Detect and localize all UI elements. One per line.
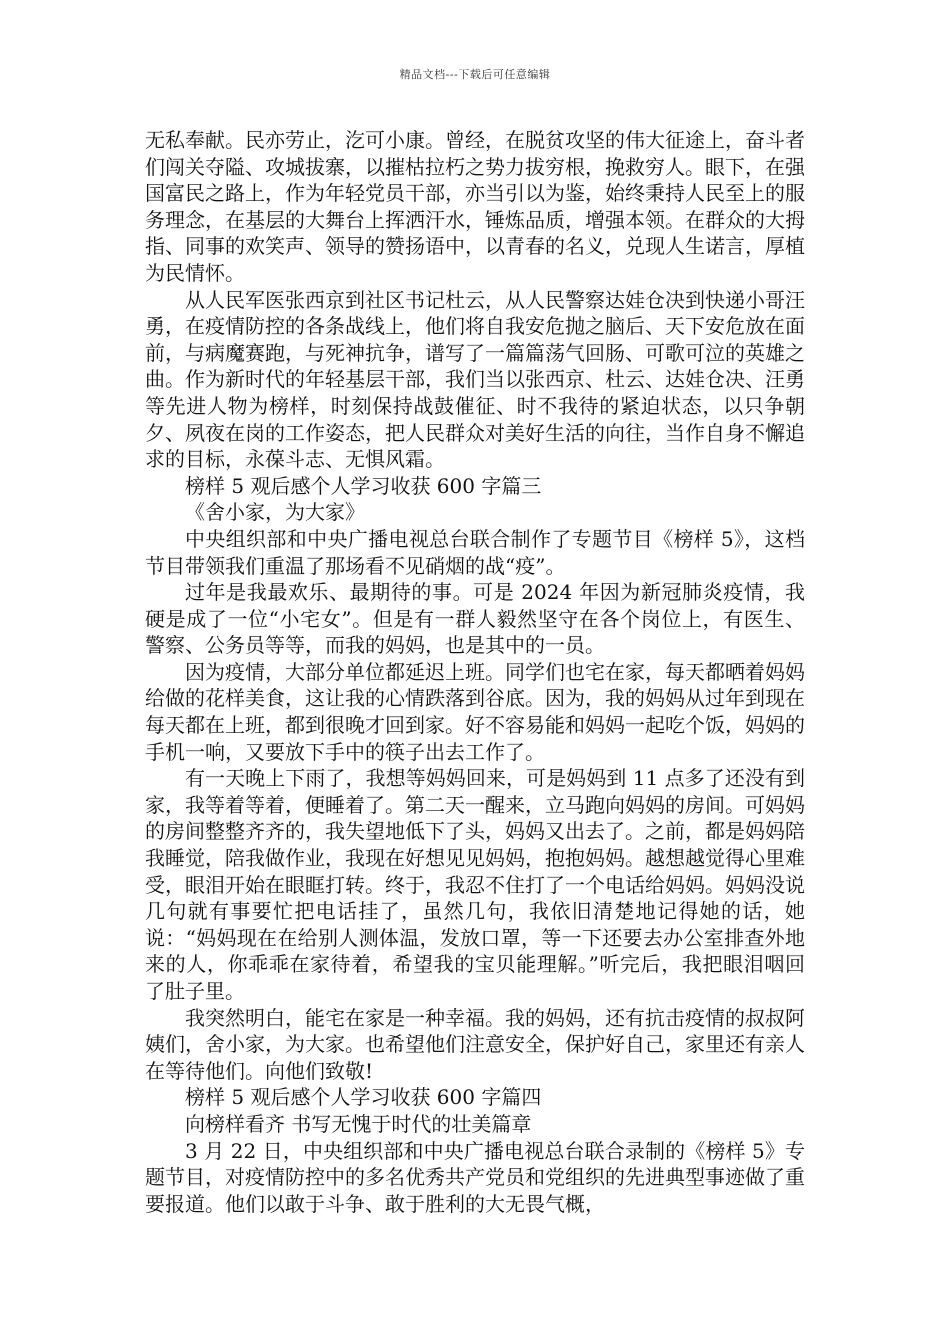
paragraph-2: 从人民军医张西京到社区书记杜云，从人民警察达娃仓决到快递小哥汪勇，在疫情防控的各条战线上，他们将自我安危抛之脑后、天下安危放在面前，与病魔赛跑，与死神抗争，谱写了一篇篇荡气回肠、可歌可泣的英雄之曲。作为新时代的年轻基层干部，我们当以张西京、杜云、达娃仓决、汪勇等先进人物为榜样，时刻保持战鼓催征、时不我待的紧迫状态，以只争朝夕、夙夜在岗的工作姿态，把人民群众对美好生活的向往，当作自身不懈追求的目标，永葆斗志、无惧风霜。 [145, 287, 805, 472]
section-heading-4: 榜样 5 观后感个人学习收获 600 字篇四 [185, 1085, 542, 1110]
paragraph-7: 我突然明白，能宅在家是一种幸福。我的妈妈，还有抗击疫情的叔叔阿姨们，舍小家，为大家。也希望他们注意安全，保护好自己，家里还有亲人在等待他们。向他们致敬! [145, 1005, 805, 1083]
paragraph-6: 有一天晚上下雨了，我想等妈妈回来，可是妈妈到 11 点多了还没有到家，我等着等着，便睡着了。第二天一醒来，立马跑向妈妈的房间。可妈妈的房间整整齐齐的，我失望地低下了头，妈妈又出去了。之前，都是妈妈陪我睡觉，陪我做作业，我现在好想见见妈妈，抱抱妈妈。越想越觉得心里难受，眼泪开始在眼眶打转。终于，我忍不住打了一个电话给妈妈。妈妈没说几句就有事要忙把电话挂了，虽然几句，我依旧清楚地记得她的话，她说：“妈妈现在在给别人测体温，发放口罩，等一下还要去办公室排查外地来的人，你乖乖在家待着，希望我的宝贝能理解。”听完后，我把眼泪咽回了肚子里。 [145, 766, 805, 1003]
paragraph-4: 过年是我最欢乐、最期待的事。可是 2024 年因为新冠肺炎疫情，我硬是成了一位“小宅女”。但是有一群人毅然坚守在各个岗位上，有医生、警察、公务员等等，而我的妈妈，也是其中的一员。 [145, 580, 805, 658]
page-header: 精品文档---下载后可任意编辑 [399, 68, 551, 81]
paragraph-3: 中央组织部和中央广播电视总台联合制作了专题节目《榜样 5》，这档节目带领我们重温了那场看不见硝烟的战“疫”。 [145, 526, 805, 578]
paragraph-5: 因为疫情，大部分单位都延迟上班。同学们也宅在家，每天都晒着妈妈给做的花样美食，这让我的心情跌落到谷底。因为，我的妈妈从过年到现在每天都在上班，都到很晚才回到家。好不容易能和妈妈一起吃个饭，妈妈的手机一响，又要放下手中的筷子出去工作了。 [145, 659, 805, 764]
section-title-3: 《舍小家，为大家》 [185, 500, 365, 525]
section-title-4: 向榜样看齐 书写无愧于时代的壮美篇章 [185, 1111, 532, 1136]
document-body [145, 127, 805, 1217]
paragraph-8: 3 月 22 日，中央组织部和中央广播电视总台联合录制的《榜样 5》专题节目，对疫情防控中的多名优秀共产党员和党组织的先进典型事迹做了重要报道。他们以敢于斗争、敢于胜利的大无畏气概， [145, 1138, 805, 1216]
paragraph-1: 无私奉献。民亦劳止，汔可小康。曾经，在脱贫攻坚的伟大征途上，奋斗者们闯关夺隘、攻城拔寨，以摧枯拉朽之势力拔穷根，挽救穷人。眼下，在强国富民之路上，作为年轻党员干部，亦当引以为鉴，始终秉持人民至上的服务理念，在基层的大舞台上挥洒汗水，锤炼品质，增强本领。在群众的大拇指、同事的欢笑声、领导的赞扬语中，以青春的名义，兑现人生诺言，厚植为民情怀。 [145, 128, 805, 285]
section-heading-3: 榜样 5 观后感个人学习收获 600 字篇三 [185, 473, 542, 498]
